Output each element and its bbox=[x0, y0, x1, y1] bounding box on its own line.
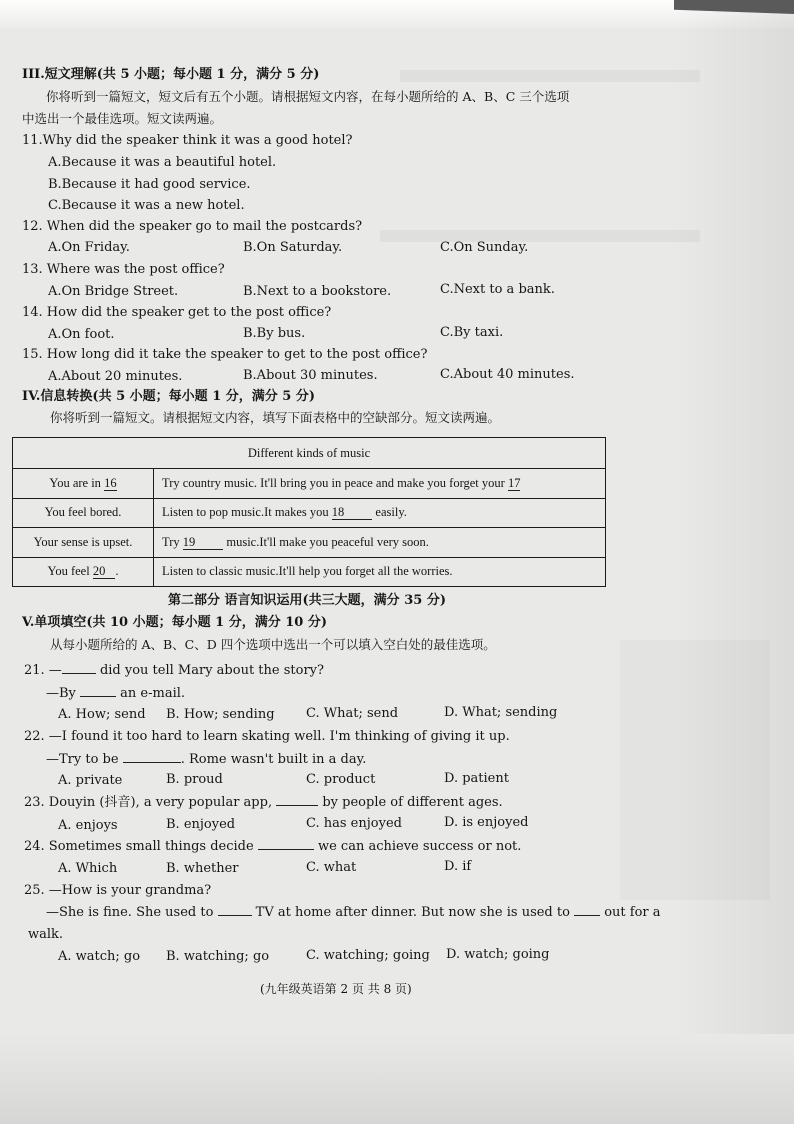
option-c: C. has enjoyed bbox=[306, 816, 402, 831]
cell-text: Try country music. It'll bring you in peace and make you forget your bbox=[162, 476, 508, 491]
cell-text: music.It'll make you peaceful very soon. bbox=[223, 534, 429, 549]
option-a: A.Because it was a beautiful hotel. bbox=[48, 155, 277, 170]
option-b: B.Because it had good service. bbox=[48, 177, 251, 192]
option-c: C. product bbox=[306, 772, 376, 787]
question-14: 14. How did the speaker get to the post office? bbox=[22, 305, 332, 320]
bleed-through-mark bbox=[400, 70, 700, 82]
table-cell: Your sense is upset. bbox=[13, 528, 154, 557]
question-21: 21. — did you tell Mary about the story? bbox=[24, 663, 324, 678]
answer-blank[interactable] bbox=[80, 684, 116, 697]
scan-edge-right bbox=[674, 0, 794, 1124]
option-a: A.On foot. bbox=[48, 327, 115, 342]
cell-text: Listen to pop music.It makes you bbox=[162, 505, 332, 520]
option-c: C.On Sunday. bbox=[440, 240, 529, 255]
table-row bbox=[13, 469, 606, 498]
option-c: C.About 40 minutes. bbox=[440, 367, 575, 382]
option-a: A.About 20 minutes. bbox=[48, 369, 183, 384]
option-a: A.On Friday. bbox=[48, 240, 130, 255]
option-a: A. enjoys bbox=[58, 818, 118, 833]
option-c: C. what bbox=[306, 860, 357, 875]
blank-17[interactable]: 17 bbox=[507, 476, 521, 491]
table-row bbox=[13, 528, 606, 557]
option-d: D. What; sending bbox=[444, 705, 558, 720]
option-d: D. if bbox=[444, 859, 472, 874]
answer-blank[interactable] bbox=[574, 903, 600, 916]
option-b: B.On Saturday. bbox=[243, 240, 343, 255]
table-row bbox=[13, 498, 606, 527]
option-d: D. watch; going bbox=[446, 947, 550, 962]
table-cell: You feel bored. bbox=[13, 498, 154, 527]
question-22-line2: —Try to be . Rome wasn't built in a day. bbox=[46, 752, 367, 767]
cell-text: Try bbox=[162, 534, 183, 549]
blank-18[interactable]: 18 bbox=[332, 505, 373, 520]
option-b: B.About 30 minutes. bbox=[243, 368, 378, 383]
option-b: B. enjoyed bbox=[166, 817, 236, 832]
question-11: 11.Why did the speaker think it was a good hotel? bbox=[22, 133, 353, 148]
option-c: C.Next to a bank. bbox=[440, 282, 555, 297]
option-a: A. private bbox=[58, 773, 123, 788]
option-c: C.Because it was a new hotel. bbox=[48, 198, 245, 213]
option-c: C.By taxi. bbox=[440, 325, 504, 340]
table-cell: Listen to classic music.It'll help you forget all the worries. bbox=[154, 557, 606, 586]
scan-edge-bottom bbox=[0, 1034, 794, 1124]
question-24: 24. Sometimes small things decide we can achieve success or not. bbox=[24, 839, 522, 854]
answer-blank[interactable] bbox=[123, 750, 181, 763]
answer-blank[interactable] bbox=[276, 793, 318, 806]
table-cell bbox=[13, 557, 154, 586]
bleed-through-mark bbox=[380, 230, 700, 242]
table-title: Different kinds of music bbox=[13, 438, 606, 469]
bleed-through-mark bbox=[620, 640, 770, 900]
option-a: A. Which bbox=[58, 861, 118, 876]
blank-19[interactable]: 19 bbox=[183, 535, 224, 550]
option-a: A. watch; go bbox=[58, 949, 141, 964]
option-b: B.By bus. bbox=[243, 326, 306, 341]
option-b: B. watching; go bbox=[166, 949, 270, 964]
blank-20[interactable]: 20 bbox=[93, 564, 116, 579]
option-d: D. is enjoyed bbox=[444, 815, 529, 830]
table-cell bbox=[154, 528, 606, 557]
option-a: A. How; send bbox=[58, 707, 146, 722]
question-21-line2: —By an e-mail. bbox=[46, 686, 186, 701]
table-row bbox=[13, 557, 606, 586]
table-cell bbox=[13, 469, 154, 498]
blank-16[interactable]: 16 bbox=[104, 476, 117, 491]
question-12: 12. When did the speaker go to mail the postcards? bbox=[22, 219, 363, 234]
question-25: 25. —How is your grandma? bbox=[24, 883, 212, 898]
answer-blank[interactable] bbox=[62, 661, 96, 674]
page-footer: (九年级英语第 2 页 共 8 页) bbox=[260, 982, 412, 996]
section3-heading: III.短文理解(共 5 小题；每小题 1 分，满分 5 分) bbox=[22, 67, 320, 82]
option-b: B. How; sending bbox=[166, 707, 275, 722]
table-cell bbox=[154, 469, 606, 498]
question-22: 22. —I found it too hard to learn skating well. I'm thinking of giving it up. bbox=[24, 729, 510, 744]
question-13: 13. Where was the post office? bbox=[22, 262, 225, 277]
option-b: B.Next to a bookstore. bbox=[243, 284, 392, 299]
part2-heading: 第二部分 语言知识运用(共三大题，满分 35 分) bbox=[168, 593, 446, 608]
option-a: A.On Bridge Street. bbox=[48, 284, 179, 299]
question-25-line3: walk. bbox=[28, 927, 64, 942]
question-23: 23. Douyin (抖音), a very popular app, by people of different ages. bbox=[24, 795, 503, 810]
option-c: C. What; send bbox=[306, 706, 399, 721]
question-25-line2: —She is fine. She used to TV at home after dinner. But now she is used to out for a bbox=[46, 905, 661, 920]
section3-instruction: 中选出一个最佳选项。短文读两遍。 bbox=[22, 111, 223, 126]
cell-text: You feel bbox=[47, 564, 93, 579]
option-c: C. watching; going bbox=[306, 948, 430, 963]
section4-heading: IV.信息转换(共 5 小题；每小题 1 分，满分 5 分) bbox=[22, 389, 316, 404]
section5-heading: V.单项填空(共 10 小题；每小题 1 分，满分 10 分) bbox=[22, 615, 328, 630]
section5-instruction: 从每小题所给的 A、B、C、D 四个选项中选出一个可以填入空白处的最佳选项。 bbox=[50, 637, 496, 652]
section3-instruction: 你将听到一篇短文，短文后有五个小题。请根据短文内容，在每小题所给的 A、B、C 三个选项 bbox=[46, 89, 570, 104]
music-table bbox=[12, 437, 606, 587]
option-d: D. patient bbox=[444, 771, 509, 786]
cell-text: . bbox=[115, 564, 119, 579]
section4-instruction: 你将听到一篇短文。请根据短文内容，填写下面表格中的空缺部分。短文读两遍。 bbox=[50, 410, 501, 425]
option-b: B. whether bbox=[166, 861, 239, 876]
cell-text: easily. bbox=[372, 505, 407, 520]
answer-blank[interactable] bbox=[258, 837, 314, 850]
answer-blank[interactable] bbox=[218, 903, 252, 916]
option-b: B. proud bbox=[166, 772, 223, 787]
cell-text: You are in bbox=[49, 476, 105, 491]
table-cell bbox=[154, 498, 606, 527]
question-15: 15. How long did it take the speaker to get to the post office? bbox=[22, 347, 428, 362]
